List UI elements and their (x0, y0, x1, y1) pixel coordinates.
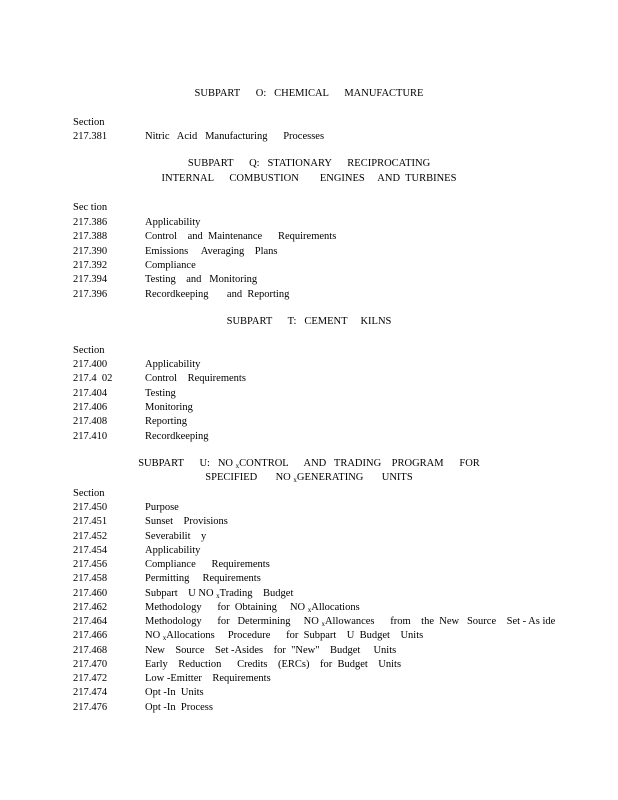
section-title-part: Allowances from the New Source Set - As ide (324, 616, 556, 627)
subpart-u-heading-line1-b: CONTROL AND TRADING PROGRAM FOR (239, 458, 480, 469)
section-title-part: Subpart U NO (145, 587, 217, 599)
section-row (73, 430, 209, 444)
section-number: 217.470 (73, 658, 108, 670)
section-number: 217.400 (73, 359, 108, 370)
section-title: Recordkeeping (145, 430, 209, 442)
subscript-x: x (307, 605, 312, 614)
subscript-x: x (216, 591, 220, 600)
section-row (73, 130, 324, 144)
section-title: Monitoring (145, 401, 193, 413)
section-title (145, 658, 401, 672)
section-number: 217.456 (73, 559, 108, 570)
section-number: 217.396 (73, 288, 108, 300)
section-title-part: New Source Set -Asides for "New" Budget Units (145, 644, 397, 656)
section-row (73, 415, 187, 429)
section-row (73, 358, 200, 372)
section-title (145, 515, 228, 529)
subpart-u-heading-line2 (0, 471, 618, 488)
section-number: 217.454 (73, 544, 108, 556)
subpart-u-section-label: Section (73, 488, 105, 499)
section-row (73, 501, 179, 515)
subpart-q-heading-line1: SUBPART Q: STATIONARY RECIPROCATING (187, 158, 431, 169)
section-number: 217.388 (73, 231, 108, 243)
section-row (73, 686, 204, 700)
section-number: 217.464 (73, 616, 108, 627)
section-number: 217.462 (73, 601, 108, 613)
subscript-x: x (321, 620, 325, 628)
subpart-q-heading-line2: INTERNAL COMBUSTION ENGINES AND TURBINES (161, 173, 457, 184)
subpart-u-heading-line1-a: SUBPART U: NO (138, 458, 236, 469)
section-title: Control Requirements (145, 373, 246, 385)
section-row (73, 372, 246, 386)
section-number: 217.460 (73, 587, 108, 599)
subpart-u-heading-line1-sub: x (235, 462, 240, 470)
section-title: Applicability (145, 217, 201, 228)
section-title: Recordkeeping and Reporting (145, 288, 290, 300)
section-number: 217.466 (73, 630, 108, 642)
section-title (145, 672, 271, 686)
section-title: Control and Maintenance Requirements (145, 231, 337, 243)
section-number: 217.381 (73, 131, 108, 142)
section-title-part: Opt -In Units (145, 687, 204, 699)
section-title: Testing and Monitoring (145, 274, 258, 286)
section-number: 217.408 (73, 416, 108, 428)
subpart-u-heading-line2-sub: x (293, 476, 297, 484)
section-row (73, 701, 213, 715)
section-number: 217.406 (73, 401, 108, 413)
section-title (145, 572, 261, 586)
section-row (73, 544, 200, 558)
section-title-part: Low -Emitter Requirements (145, 673, 271, 684)
section-row (73, 558, 270, 572)
section-row (73, 530, 206, 544)
section-title-part: Allocations (311, 601, 360, 613)
section-title-part: Purpose (145, 502, 179, 513)
section-title-part: NO (145, 630, 163, 642)
section-title (145, 686, 204, 700)
section-title-part: Methodology for Obtaining NO (145, 601, 308, 613)
section-title: Emissions Averaging Plans (145, 245, 278, 257)
section-row (73, 216, 200, 230)
subpart-t-heading: SUBPART T: CEMENT KILNS (226, 316, 392, 327)
section-number: 217.474 (73, 687, 108, 699)
section-title-part: Applicability (145, 544, 201, 556)
section-title: Compliance (145, 259, 196, 271)
section-row (73, 245, 278, 259)
section-title: Nitric Acid Manufacturing Processes (145, 131, 325, 142)
section-title (145, 501, 179, 515)
section-title (145, 558, 270, 572)
section-number: 217.476 (73, 701, 108, 713)
section-title-part: Sunset Provisions (145, 516, 228, 528)
section-number: 217.450 (73, 502, 108, 513)
section-title-part: Early Reduction Credits (ERCs) for Budget Units (145, 658, 402, 670)
section-title (145, 644, 396, 658)
section-number: 217.472 (73, 673, 108, 684)
section-title (145, 530, 206, 544)
section-number: 217.392 (73, 259, 108, 271)
section-number: 217.386 (73, 217, 108, 228)
section-row (73, 273, 257, 287)
section-title (145, 701, 213, 715)
section-title-part: Trading Budget (219, 587, 294, 599)
subpart-q-section-label: Sec tion (73, 202, 108, 213)
section-row (73, 658, 401, 672)
subpart-o-section-label: Section (73, 117, 105, 128)
section-title: Applicability (145, 359, 201, 370)
section-title: Reporting (145, 416, 187, 428)
section-title-part: Permitting Requirements (145, 573, 261, 585)
section-row (73, 401, 193, 415)
section-number: 217.410 (73, 430, 108, 442)
section-row (73, 259, 196, 273)
section-row (73, 644, 396, 658)
section-row (73, 515, 228, 529)
section-number: 217.468 (73, 644, 108, 656)
subscript-x: x (162, 634, 167, 643)
subpart-u-heading-line2-b: GENERATING UNITS (296, 472, 413, 483)
section-number: 217.458 (73, 573, 108, 585)
section-title-part: Allocations Procedure for Subpart U Budget Units (166, 630, 424, 642)
section-number: 217.4 02 (73, 373, 113, 385)
section-number: 217.394 (73, 274, 108, 286)
section-number: 217.451 (73, 516, 108, 528)
section-row (73, 387, 176, 401)
subpart-t-section-label: Section (73, 345, 105, 356)
section-title-part: Severabilit y (145, 530, 207, 542)
subpart-u-heading-line2-a: SPECIFIED NO (205, 472, 294, 483)
section-row (73, 230, 336, 244)
section-row (73, 572, 261, 586)
section-title-part: Opt -In Process (145, 701, 213, 713)
section-number: 217.452 (73, 530, 108, 542)
section-number: 217.390 (73, 245, 108, 257)
section-title-part: Compliance Requirements (145, 559, 270, 570)
section-title (145, 544, 200, 558)
subpart-o-heading: SUBPART O: CHEMICAL MANUFACTURE (194, 88, 424, 99)
section-title-part: Methodology for Determining NO (145, 616, 322, 627)
section-row (73, 288, 289, 302)
section-title: Testing (145, 387, 176, 399)
section-number: 217.404 (73, 387, 108, 399)
section-row (73, 672, 271, 686)
